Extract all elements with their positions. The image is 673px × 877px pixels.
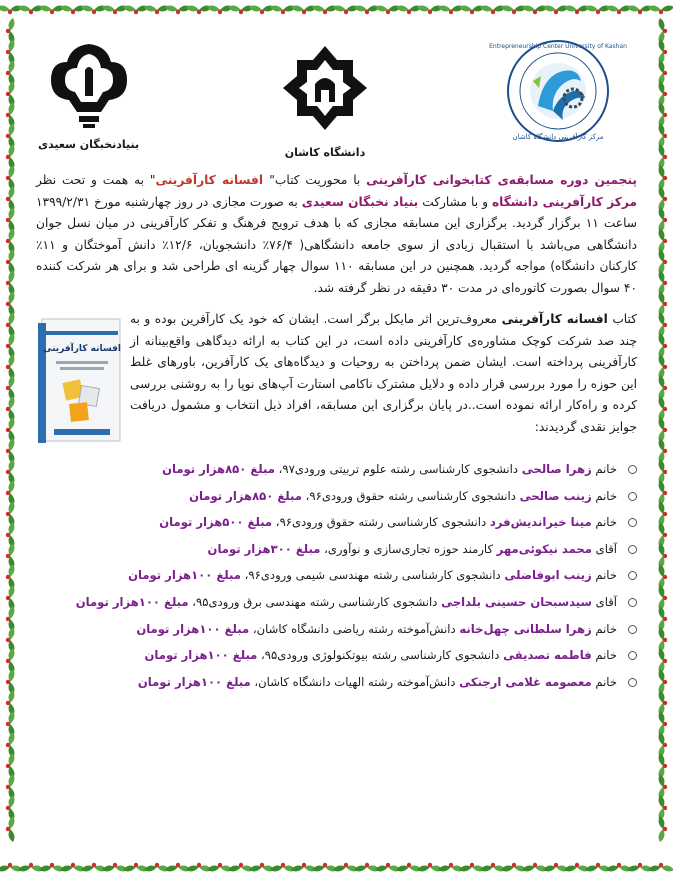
bullet-icon xyxy=(628,518,637,527)
winner-desc: دانشجوی کارشناسی رشته علوم تربیتی ورودی۹۷، xyxy=(274,462,522,476)
holly-leaf-icon xyxy=(648,6,673,15)
winner-name: زینب صالحی xyxy=(519,488,592,503)
winner-amount: مبلغ ۵۰۰هزار تومان xyxy=(159,515,273,530)
bullet-icon xyxy=(628,465,637,474)
winner-prefix: خانم xyxy=(591,488,617,503)
book-cover-title: افسانه کارآفرینی xyxy=(42,344,122,354)
winner-name: معصومه غلامی ارجنکی xyxy=(459,674,592,689)
book-text-1: کتاب xyxy=(607,312,637,326)
bullet-icon xyxy=(628,492,637,501)
book-title-highlight: افسانه کارآفرینی xyxy=(155,173,270,187)
bullet-icon xyxy=(628,678,637,687)
winner-name: مینا خیراندیش‌فرد xyxy=(489,515,592,530)
winners-list xyxy=(30,456,643,695)
winner-desc: دانشجوی کارشناسی رشته حقوق ورودی۹۶، xyxy=(301,488,520,503)
intro-text-1: با محوریت کتاب" xyxy=(269,173,367,187)
winner-desc: دانشجوی کارشناسی رشته بیوتکنولوژی ورودی۹۵، xyxy=(257,648,504,663)
book-section xyxy=(30,309,643,438)
winner-amount: مبلغ ۸۵۰هزار تومان xyxy=(189,488,302,503)
bullet-icon xyxy=(628,651,637,660)
bullet-icon xyxy=(628,571,637,580)
book-paragraph xyxy=(130,309,637,438)
holly-leaf-icon xyxy=(6,816,15,842)
winner-amount: مبلغ ۳۰۰هزار تومان xyxy=(207,541,321,556)
winner-prefix: خانم xyxy=(591,674,617,689)
winner-name: فاطمه تصدیقی xyxy=(503,648,592,663)
winner-prefix: خانم xyxy=(591,515,617,530)
saeedi-foundation-logo xyxy=(38,40,139,151)
bullet-icon xyxy=(628,598,637,607)
winner-prefix: خانم xyxy=(591,568,617,583)
winner-desc: دانشجوی کارشناسی رشته حقوق ورودی۹۶، xyxy=(272,515,490,530)
winner-desc: دانش‌آموخته رشته الهیات دانشگاه کاشان، xyxy=(250,674,460,689)
logo-ring-text-en: Entrepreneurship Center University of Kashan xyxy=(489,43,627,50)
winner-prefix: آقای xyxy=(591,541,617,556)
winner-prefix: آقای xyxy=(591,594,617,609)
winner-desc: دانشجوی کارشناسی رشته مهندسی برق ورودی۹۵، xyxy=(188,594,442,609)
winner-prefix: خانم xyxy=(591,621,617,636)
winner-desc: کارمند حوزه تجاری‌سازی و نوآوری، xyxy=(320,541,497,556)
winner-item xyxy=(30,536,637,563)
winner-item xyxy=(30,642,637,669)
winner-amount: مبلغ ۱۰۰هزار تومان xyxy=(137,674,251,689)
winner-amount: مبلغ ۱۰۰هزار تومان xyxy=(128,568,241,583)
center-name: مرکز کارآفرینی دانشگاه xyxy=(491,194,638,209)
entrepreneurship-center-logo xyxy=(489,36,627,160)
winner-item xyxy=(30,509,637,536)
winner-amount: مبلغ ۱۰۰هزار تومان xyxy=(75,594,189,609)
winner-desc: دانشجوی کارشناسی رشته مهندسی شیمی ورودی۹۶، xyxy=(240,568,505,583)
book-cover-image xyxy=(36,317,124,445)
bullet-icon xyxy=(628,545,637,554)
winner-amount: مبلغ ۸۵۰هزار تومان xyxy=(162,462,275,476)
logo-header xyxy=(30,18,643,158)
intro-text-2: " به همت و تحت نظر xyxy=(36,173,156,187)
winner-item xyxy=(30,589,637,616)
intro-text-4: به صورت مجازی در روز چهارشنبه مورخ ۱۳۹۹/۲/۳۱ ساعت ۱۱ برگزار گردید. برگزاری این مسابقه مجازی که با هدف ترویج فرهنگ و تفکر کارآفرینی در میان نسل جوان دانشگاهی می‌باشد با استقبال زیادی از سوی جامعه دانشگاهی( ۷۶/۴٪ دانشجویان، ۱۲/۶٪ دانش آموختگان و ۱۱٪ کارکنان دانشگاه) مواجه گردید. همچنین در این مسابقه ۱۱۰ سوال چهار گزینه ای طراحی شد و برای هر شرکت کننده ۴۰ سوال بصورت کاتوره‌ای در مدت ۳۰ دقیقه در نظر گرفته شد. xyxy=(36,194,638,295)
intro-lead: پنجمین دوره مسابقه‌ی کتابخوانی کارآفرینی xyxy=(366,173,637,187)
winner-amount: مبلغ ۱۰۰هزار تومان xyxy=(144,648,258,663)
holly-leaf-icon xyxy=(648,863,673,872)
foundation-name: بنیاد نخبگان سعیدی xyxy=(301,194,419,209)
winner-item xyxy=(30,456,637,483)
bullet-icon xyxy=(628,625,637,634)
winner-prefix: خانم xyxy=(591,648,617,663)
foundation-logo-caption: بنیادنخبگان سعیدی xyxy=(38,138,140,151)
book-text-2: معروف‌ترین اثر مایکل برگر است. ایشان که خود یک کارآفرین بوده و به چند صد شرکت کوچک مشاوره‌ی کارآفرینی داده است، در این کتاب به ارائه دیدگاهی واقع‌بینانه از کارآفرینی پرداخته است. ایشان ضمن پرداختن به روحیات و دیدگاه‌های یک کارآفرین، باورهای غلط این حوزه را مورد بررسی قرار داده و دلایل مشترک ناکامی استارت آپ‌های نوپا را به روشنی بررسی کرده و راه‌کار ارائه نموده است..در پایان برگزاری این مسابقه، افراد ذیل انتخاب و مشمول دریافت جوایز نقدی گردیدند: xyxy=(130,312,637,434)
intro-paragraph xyxy=(36,170,637,299)
winner-item xyxy=(30,669,637,696)
winner-prefix: خانم xyxy=(591,462,617,476)
winner-item xyxy=(30,616,637,643)
winner-name: زینب ابوفاضلی xyxy=(504,568,592,583)
logo-ring-text-fa: مرکز کارآفرینی دانشگاه کاشان xyxy=(512,133,604,141)
winner-amount: مبلغ ۱۰۰هزار تومان xyxy=(136,621,250,636)
university-logo-caption: دانشگاه کاشان xyxy=(284,146,366,159)
intro-text-3: و با مشارکت xyxy=(418,194,492,209)
winner-name: زهرا سلطانی چهل‌خانه xyxy=(459,621,592,636)
winner-name: محمد نیکوئی‌مهر xyxy=(496,541,592,556)
winner-name: زهرا صالحی xyxy=(521,462,592,476)
winner-name: سیدسبحان حسینی بلداجی xyxy=(441,594,592,609)
winner-desc: دانش‌آموخته رشته ریاضی دانشگاه کاشان، xyxy=(249,621,460,636)
document-body xyxy=(30,18,643,859)
holly-leaf-icon xyxy=(659,816,668,842)
university-kashan-logo xyxy=(275,40,375,159)
winner-item xyxy=(30,483,637,510)
book-title-bold: افسانه کارآفرینی xyxy=(501,312,608,326)
winner-item xyxy=(30,562,637,589)
